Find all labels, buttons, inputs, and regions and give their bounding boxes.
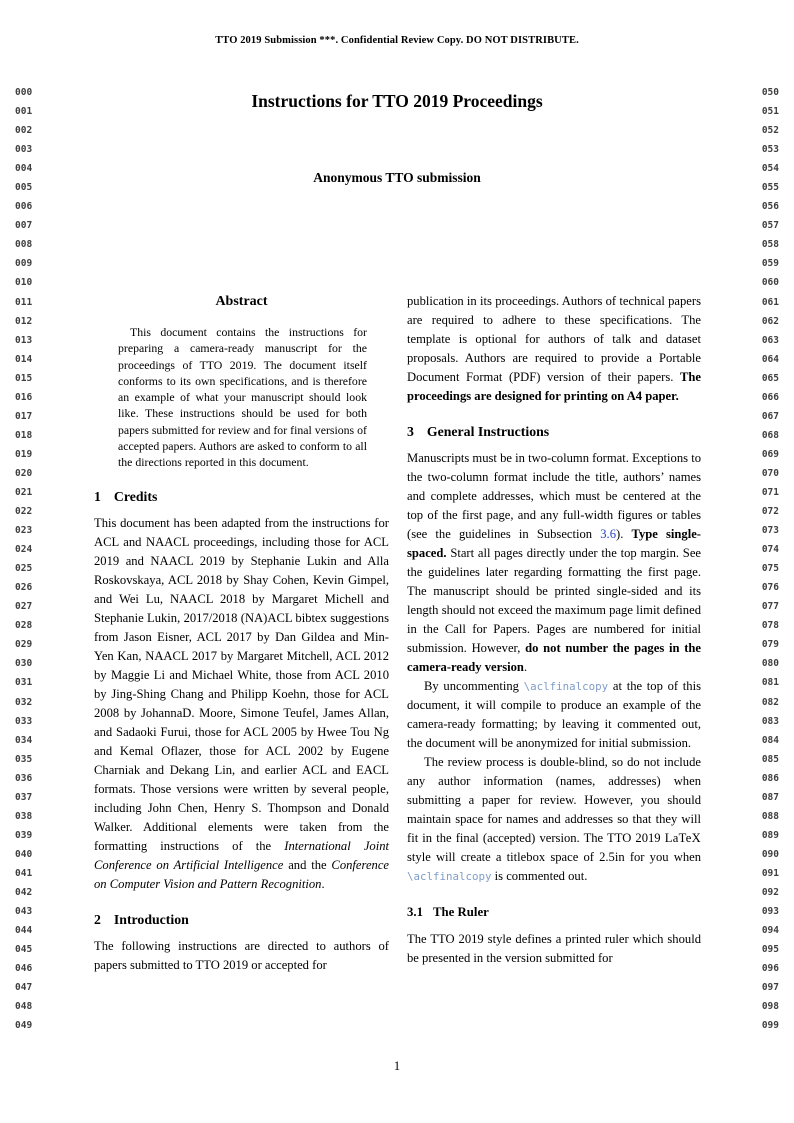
line-number: 082 [761, 696, 779, 708]
line-number: 095 [761, 944, 779, 956]
section-ref-link[interactable]: 3.6 [600, 527, 616, 542]
line-number: 038 [15, 810, 33, 822]
line-number: 001 [15, 106, 33, 118]
line-number: 099 [761, 1020, 779, 1032]
line-number: 091 [761, 867, 779, 879]
line-number: 022 [15, 506, 33, 518]
page-number: 1 [393, 1059, 401, 1073]
text-segment: International Joint Conference on Artificial Intelligence [94, 838, 390, 872]
text-segment: . [321, 876, 325, 891]
paper-title: Instructions for TTO 2019 Proceedings [251, 91, 543, 111]
line-number: 025 [15, 563, 33, 575]
text-segment: By uncommenting [424, 679, 524, 694]
line-number: 032 [15, 696, 33, 708]
text-segment: Conference on Computer Vision and Pattern Recognition [94, 857, 390, 891]
line-number: 028 [15, 620, 33, 632]
text-segment: Type single-spaced. [407, 527, 701, 561]
section-heading-introduction [94, 911, 389, 928]
section-heading-credits [94, 488, 389, 505]
line-number: 088 [761, 810, 779, 822]
line-number: 060 [761, 277, 779, 289]
line-number: 054 [761, 163, 779, 175]
line-number: 014 [15, 353, 33, 365]
line-number: 046 [15, 963, 33, 975]
introduction-paragraph [94, 937, 389, 975]
left-column [94, 292, 389, 975]
line-number: 043 [15, 906, 33, 918]
line-numbers-right [762, 83, 779, 1035]
text-segment: The proceedings are designed for printing on A4 paper. [407, 370, 701, 403]
line-number: 063 [761, 334, 779, 346]
line-number: 044 [15, 925, 33, 937]
ruler-paragraph [407, 930, 701, 968]
line-number: 047 [15, 982, 33, 994]
line-number: 087 [761, 791, 779, 803]
line-number: 040 [15, 848, 33, 860]
text-segment: do not number the pages in the camera-ready version [407, 641, 701, 675]
line-number: 019 [15, 448, 33, 460]
line-number: 056 [761, 201, 779, 213]
line-number: 039 [15, 829, 33, 841]
line-number: 078 [761, 620, 779, 632]
line-number: 051 [761, 106, 779, 118]
general-instructions-paragraph-1 [407, 449, 701, 677]
abstract-heading: Abstract [215, 294, 268, 309]
line-number: 073 [761, 525, 779, 537]
line-number: 059 [761, 258, 779, 270]
line-number: 092 [761, 886, 779, 898]
line-number: 057 [761, 220, 779, 232]
line-number: 094 [761, 925, 779, 937]
line-number: 086 [761, 772, 779, 784]
section-number: 1 [94, 488, 101, 504]
author-line: Anonymous TTO submission [313, 170, 481, 185]
line-numbers-left [15, 83, 32, 1035]
section-number: 3.1 [407, 905, 423, 920]
line-number: 075 [761, 563, 779, 575]
text-segment: The following instructions are directed to authors of papers submitted to TTO 2019 or accepted for [94, 939, 389, 973]
abstract-text: This document contains the instructions for preparing a camera-ready manuscript for the proceedings of TTO 2019. The document itself conforms to its own specifications, and is therefore an example of what your manuscript should look like. These instructions should be used for both papers submitted for review and for final versions of accepted papers. Authors are asked to conform to all the directions reported in this document. [118, 325, 367, 470]
section-title: Credits [113, 488, 158, 504]
line-number: 016 [15, 391, 33, 403]
line-number: 035 [15, 753, 33, 765]
general-instructions-paragraph-3 [407, 753, 701, 886]
line-number: 018 [15, 429, 33, 441]
line-number: 027 [15, 601, 33, 613]
line-number: 096 [761, 963, 779, 975]
line-number: 000 [15, 87, 33, 98]
line-number: 050 [761, 87, 779, 98]
line-number: 064 [761, 353, 779, 365]
general-instructions-paragraph-2 [407, 677, 701, 753]
line-number: 098 [761, 1001, 779, 1013]
line-number: 034 [15, 734, 33, 746]
line-number: 067 [761, 410, 779, 422]
credits-paragraph [94, 514, 389, 894]
line-number: 010 [15, 277, 33, 289]
line-number: 097 [761, 982, 779, 994]
line-number: 070 [761, 467, 779, 479]
section-title: General Instructions [426, 424, 550, 439]
line-number: 003 [15, 144, 33, 156]
line-number: 013 [15, 334, 33, 346]
line-number: 053 [761, 144, 779, 156]
line-number: 077 [761, 601, 779, 613]
right-column [407, 292, 701, 968]
line-number: 026 [15, 582, 33, 594]
text-segment: ). [616, 527, 632, 542]
text-segment: publication in its proceedings. Authors of technical papers are required to adhere to these specifications. The template is optional for authors of talk and dataset proposals. Authors are required to provide a Portable Document Format (PDF) version of their papers. [407, 294, 701, 384]
section-title: The Ruler [433, 905, 489, 920]
line-number: 033 [15, 715, 33, 727]
line-number: 011 [15, 296, 33, 308]
text-segment: Start all pages directly under the top margin. See the guidelines later regarding formatting the first page. The manuscript should be printed single-sided and its length should not exceed the maximum page limit defined in the Call for Papers. Pages are numbered for initial submission. However, [407, 546, 701, 656]
section-number: 3 [407, 424, 414, 439]
line-number: 002 [15, 125, 33, 137]
text-segment: \aclfinalcopy [523, 680, 609, 694]
line-number: 036 [15, 772, 33, 784]
line-number: 055 [761, 182, 779, 194]
line-number: 065 [761, 372, 779, 384]
confidential-header: TTO 2019 Submission ***. Confidential Review Copy. DO NOT DISTRIBUTE. [215, 35, 579, 46]
publication-paragraph [407, 292, 701, 406]
line-number: 049 [15, 1020, 33, 1032]
line-number: 031 [15, 677, 33, 689]
line-number: 066 [761, 391, 779, 403]
line-number: 083 [761, 715, 779, 727]
line-number: 029 [15, 639, 33, 651]
text-segment: is commented out. [491, 869, 588, 884]
text-segment: and the [283, 857, 332, 872]
line-number: 041 [15, 867, 33, 879]
text-segment: This document has been adapted from the instructions for ACL and NAACL proceedings, including those for ACL 2019 and NAACL 2019 by Stephanie Lukin and Alla Roskovskaya, ACL 2018 by Shay Cohen, Kevin Gimpel, and Wei Lu, NAACL 2018 by Margaret Michell and Stephanie Lukin, 2017/2018 (NA)ACL bibtex suggestions from Jason Eisner, ACL 2017 by Dan Gildea and Min-Yen Kan, NAACL 2017 by Margaret Mitchell, ACL 2012 by Maggie Li and Michael White, those from ACL 2010 by Jing-Shing Chang and Philipp Koehn, those for ACL 2008 by JohannaD. Moore, Simone Teufel, James Allan, and Sadaoki Furui, those for ACL 2005 by Hwee Tou Ng and Kemal Oflazer, those for ACL 2002 by Eugene Charniak and Dekang Lin, and earlier ACL and EACL formats. Those versions were written by several people, including John Chen, Henry S. Thompson and Donald Walker. Additional elements were taken from the formatting instructions of the [94, 515, 389, 853]
line-number: 080 [761, 658, 779, 670]
line-number: 074 [761, 544, 779, 556]
text-segment: at the top of this document, it will compile to produce an example of the camera-ready formatting; by leaving it commented out, the document will be anonymized for initial submission. [407, 679, 701, 751]
text-segment: The TTO 2019 style defines a printed ruler which should be presented in the version submitted for [407, 932, 701, 966]
line-number: 069 [761, 448, 779, 460]
line-number: 072 [761, 506, 779, 518]
line-number: 020 [15, 467, 33, 479]
line-number: 017 [15, 410, 33, 422]
line-number: 093 [761, 906, 779, 918]
line-number: 076 [761, 582, 779, 594]
text-segment: LaTeX [664, 831, 701, 846]
text-segment: \aclfinalcopy [407, 870, 492, 884]
line-number: 042 [15, 886, 33, 898]
line-number: 068 [761, 429, 779, 441]
line-number: 079 [761, 639, 779, 651]
line-number: 006 [15, 201, 33, 213]
line-number: 081 [761, 677, 779, 689]
line-number: 085 [761, 753, 779, 765]
line-number: 023 [15, 525, 33, 537]
line-number: 062 [761, 315, 779, 327]
line-number: 012 [15, 315, 33, 327]
line-number: 045 [15, 944, 33, 956]
line-number: 071 [761, 486, 779, 498]
line-number: 030 [15, 658, 33, 670]
line-number: 007 [15, 220, 33, 232]
text-segment: . [523, 660, 528, 675]
line-number: 005 [15, 182, 33, 194]
line-number: 058 [761, 239, 779, 251]
line-number: 048 [15, 1001, 33, 1013]
line-number: 008 [15, 239, 33, 251]
text-segment: Manuscripts must be in two-column format. Exceptions to the two-column format include the title, authors’ names and complete addresses, which must be centered at the top of the first page, and any full-width figures or tables (see the guidelines in Subsection [407, 451, 701, 542]
line-number: 024 [15, 544, 33, 556]
text-segment: style will create a titlebox space of 2.5in for you when [407, 850, 701, 865]
line-number: 061 [761, 296, 779, 308]
line-number: 090 [761, 848, 779, 860]
line-number: 009 [15, 258, 33, 270]
line-number: 015 [15, 372, 33, 384]
line-number: 084 [761, 734, 779, 746]
section-heading-general-instructions [407, 423, 701, 440]
line-number: 037 [15, 791, 33, 803]
section-heading-the-ruler [407, 905, 701, 921]
line-number: 004 [15, 163, 33, 175]
line-number: 052 [761, 125, 779, 137]
line-number: 089 [761, 829, 779, 841]
text-segment: The review process is double-blind, so do not include any author information (names, addresses) when submitting a paper for review. However, you should maintain space for names and addresses so that they will fit in the final (accepted) version. The TTO 2019 [407, 755, 701, 846]
section-title: Introduction [113, 911, 189, 927]
line-number: 021 [15, 486, 33, 498]
section-number: 2 [94, 911, 101, 927]
